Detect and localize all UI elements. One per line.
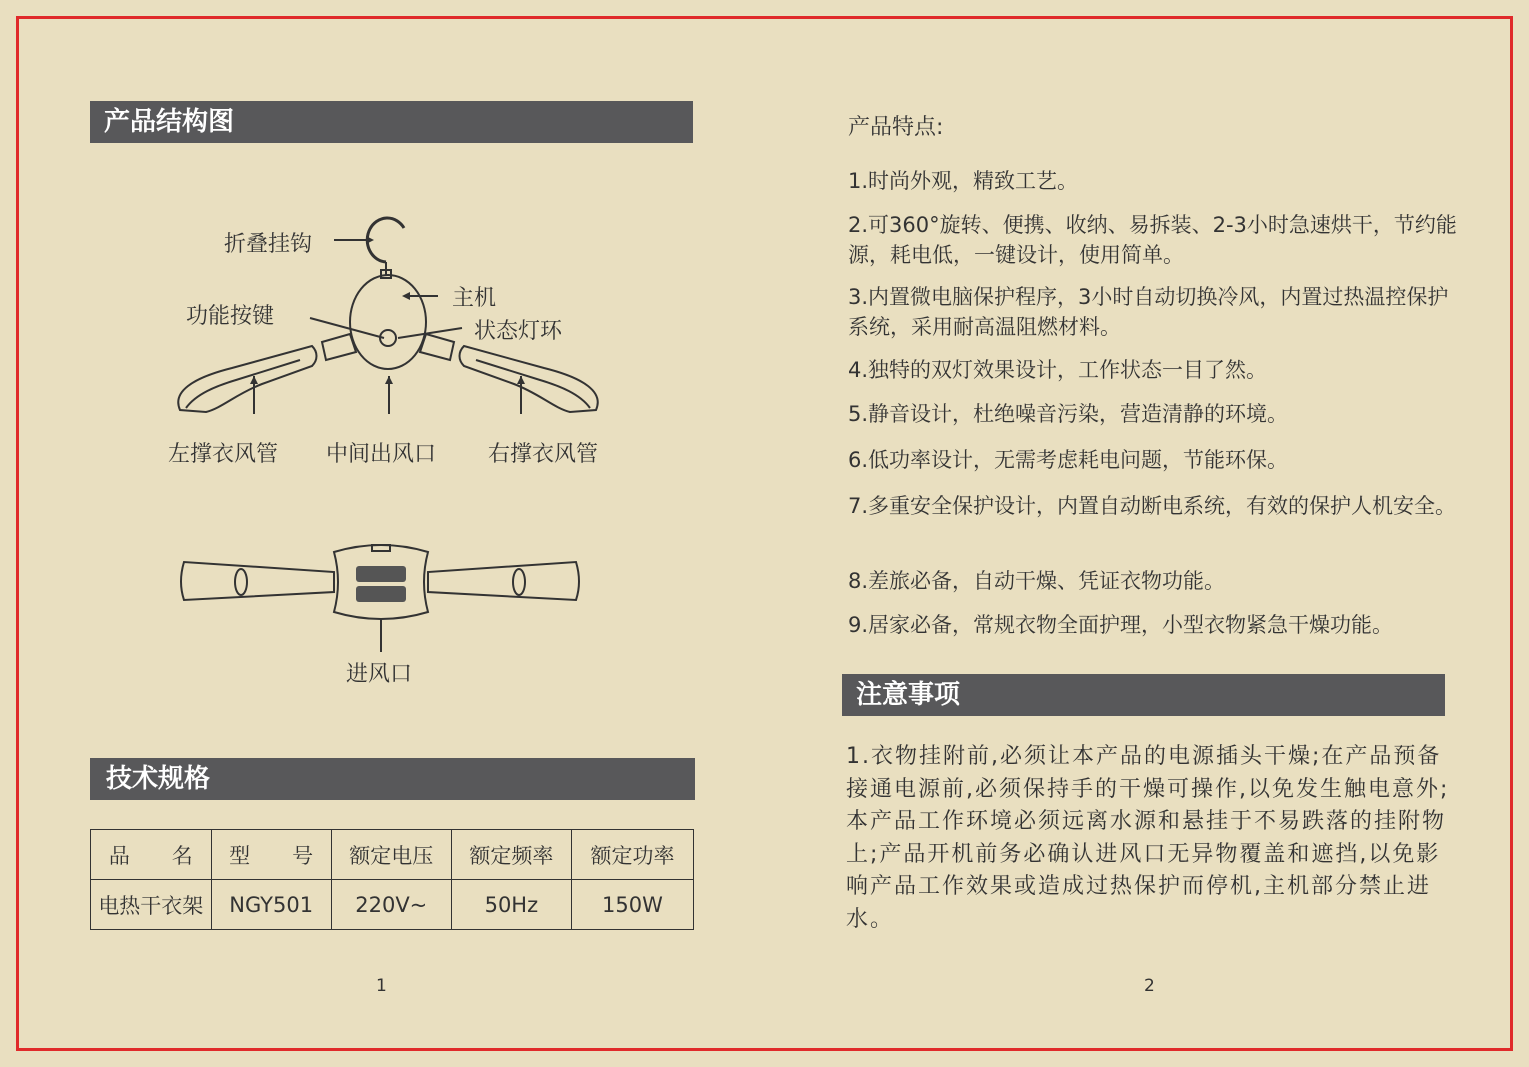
spec-table — [90, 829, 694, 930]
label-status-ring: 状态灯环 — [474, 319, 563, 344]
label-middle-outlet: 中间出风口 — [326, 442, 437, 467]
feature-item: 1.时尚外观，精致工艺。 — [848, 169, 1079, 193]
hanger-top-diagram — [0, 0, 760, 720]
label-right-tube: 右撑衣风管 — [488, 442, 599, 467]
table-header-row — [91, 830, 694, 880]
table-row — [91, 880, 694, 930]
label-main-unit: 主机 — [452, 286, 497, 311]
feature-item: 9.居家必备，常规衣物全面护理，小型衣物紧急干燥功能。 — [848, 613, 1394, 637]
feature-item: 7.多重安全保护设计，内置自动断电系统，有效的保护人机安全。 — [848, 494, 1457, 518]
table-header-cell: 型 号 — [211, 830, 331, 880]
spec-section-header: 技术规格 — [90, 758, 695, 800]
feature-item: 2.可360°旋转、便携、收纳、易拆装、2-3小时急速烘干，节约能源，耗电低，一键设计，使用简单。 — [848, 213, 1457, 267]
label-hook: 折叠挂钩 — [224, 232, 313, 257]
page-number-right: 2 — [1144, 976, 1155, 996]
label-air-inlet: 进风口 — [346, 662, 413, 687]
notes-section-header: 注意事项 — [842, 674, 1445, 716]
table-cell: 50Hz — [451, 880, 571, 930]
label-left-tube: 左撑衣风管 — [168, 442, 279, 467]
table-header-cell: 额定功率 — [571, 830, 693, 880]
structure-section-header: 产品结构图 — [90, 101, 693, 143]
table-header-cell: 额定频率 — [451, 830, 571, 880]
page-number-left: 1 — [376, 976, 387, 996]
features-title: 产品特点: — [848, 115, 944, 140]
table-cell: 电热干衣架 — [91, 880, 212, 930]
table-cell: 220V~ — [331, 880, 451, 930]
table-cell: NGY501 — [211, 880, 331, 930]
table-header-cell: 额定电压 — [331, 830, 451, 880]
feature-item: 6.低功率设计，无需考虑耗电问题，节能环保。 — [848, 448, 1289, 472]
notes-body: 1.衣物挂附前,必须让本产品的电源插头干燥;在产品预备接通电源前,必须保持手的干燥可操作,以免发生触电意外;本产品工作环境必须远离水源和悬挂于不易跌落的挂附物上;产品开机前务必确认进风口无异物覆盖和遮挡,以免影响产品工作效果或造成过热保护而停机,主机部分禁止进水。 — [846, 744, 1450, 932]
table-header-cell: 品 名 — [91, 830, 212, 880]
label-function-button: 功能按键 — [186, 304, 275, 329]
feature-item: 4.独特的双灯效果设计，工作状态一目了然。 — [848, 358, 1268, 382]
feature-item: 3.内置微电脑保护程序，3小时自动切换冷风，内置过热温控保护系统，采用耐高温阻燃材料。 — [848, 285, 1449, 339]
feature-item: 8.差旅必备，自动干燥、凭证衣物功能。 — [848, 569, 1226, 593]
feature-item: 5.静音设计，杜绝噪音污染，营造清静的环境。 — [848, 402, 1289, 426]
table-cell: 150W — [571, 880, 693, 930]
